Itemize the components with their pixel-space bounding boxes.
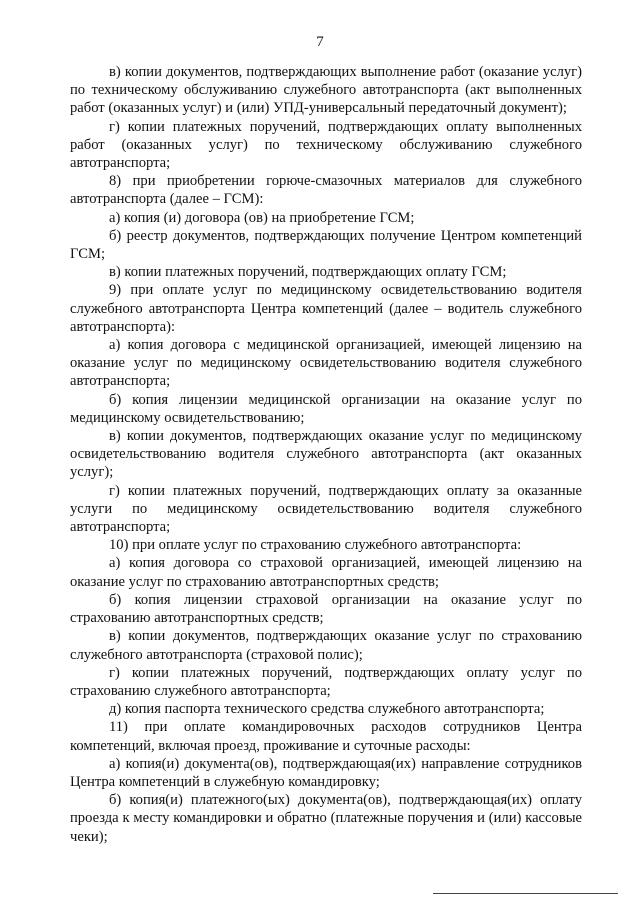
paragraph: в) копии документов, подтверждающих выполнение работ (оказание услуг) по техническому обслуживанию служебного автотранспорта (акт выполненных работ (оказанных услуг) и (или) УПД-универсальный передаточный документ);: [70, 64, 582, 117]
paragraph: 9) при оплате услуг по медицинскому освидетельствованию водителя служебного автотранспорта Центра компетенций (далее – водитель служебного автотранспорта):: [70, 282, 582, 335]
page-number: 7: [316, 34, 324, 50]
paragraph: б) реестр документов, подтверждающих получение Центром компетенций ГСМ;: [70, 227, 582, 263]
paragraph: а) копия договора со страховой организацией, имеющей лицензию на оказание услуг по страхованию автотранспортных средств;: [70, 555, 582, 590]
paragraph: в) копии документов, подтверждающих оказание услуг по медицинскому освидетельствованию водителя служебного автотранспорта (акт оказанных услуг);: [70, 428, 582, 481]
paragraph: а) копия(и) документа(ов), подтверждающая(их) направление сотрудников Центра компетенций в служебную командировку;: [70, 755, 582, 790]
paragraph: а) копия договора с медицинской организацией, имеющей лицензию на оказание услуг по медицинскому освидетельствованию водителя служебного автотранспорта;: [70, 337, 582, 390]
paragraph: в) копии документов, подтверждающих оказание услуг по страхованию служебного автотранспорта (страховой полис);: [70, 628, 582, 663]
paragraph: д) копия паспорта технического средства служебного автотранспорта;: [109, 701, 545, 718]
paragraph: б) копия лицензии медицинской организации на оказание услуг по медицинскому освидетельствованию;: [70, 391, 582, 426]
paragraph: г) копии платежных поручений, подтверждающих оплату за оказанные услуги по медицинскому освидетельствованию водителя служебного автотранспорта;: [70, 482, 582, 536]
paragraph: 11) при оплате командировочных расходов сотрудников Центра компетенций, включая проезд, проживание и суточные расходы:: [70, 719, 582, 754]
bottom-rule: [433, 893, 618, 894]
document-body: [70, 63, 582, 846]
paragraph: г) копии платежных поручений, подтверждающих оплату выполненных работ (оказанных услуг) по техническому обслуживанию служебного автотранспорта;: [70, 118, 582, 172]
paragraph: б) копия лицензии страховой организации на оказание услуг по страхованию автотранспортных средств;: [70, 591, 582, 627]
paragraph: 8) при приобретении горюче-смазочных материалов для служебного автотранспорта (далее – ГСМ):: [70, 173, 582, 208]
paragraph: в) копии платежных поручений, подтверждающих оплату ГСМ;: [109, 264, 507, 281]
paragraph: а) копия (и) договора (ов) на приобретение ГСМ;: [109, 209, 415, 226]
paragraph: г) копии платежных поручений, подтверждающих оплату услуг по страхованию служебного автотранспорта;: [70, 664, 582, 699]
paragraph: 10) при оплате услуг по страхованию служебного автотранспорта:: [109, 537, 522, 554]
paragraph: б) копия(и) платежного(ых) документа(ов), подтверждающая(их) оплату проезда к месту командировки и обратно (платежные поручения и (или) кассовые чеки);: [70, 792, 582, 845]
